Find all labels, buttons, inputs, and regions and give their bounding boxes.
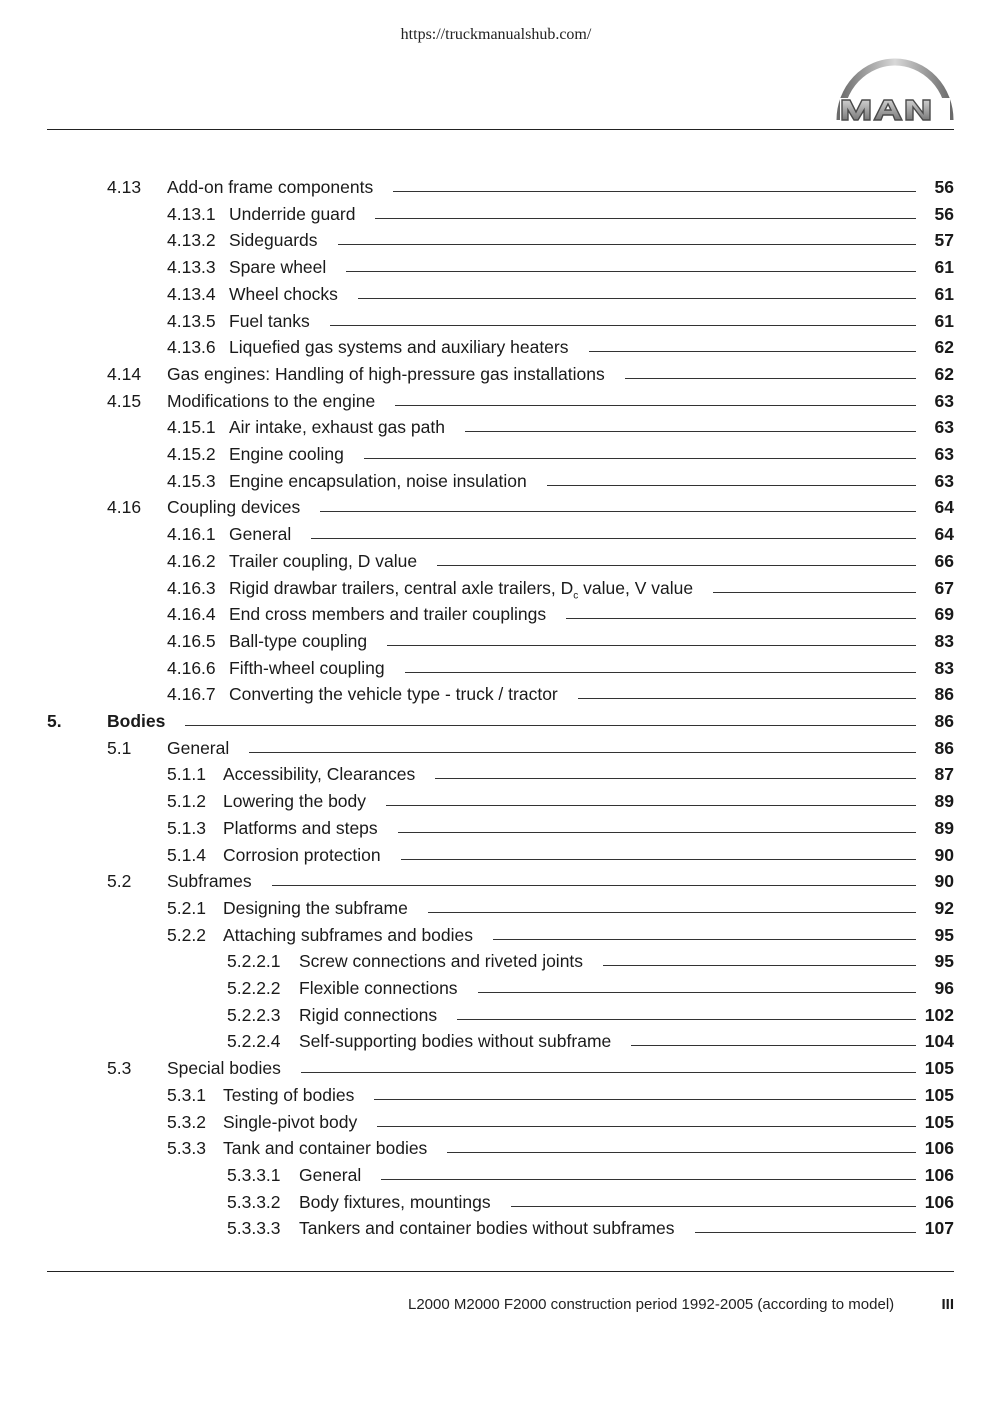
toc-entry-number: 4.13.5 bbox=[167, 310, 216, 331]
toc-entry-page: 63 bbox=[934, 470, 954, 491]
toc-entry-title-text: End cross members and trailer couplings bbox=[229, 604, 547, 625]
toc-entry[interactable] bbox=[0, 788, 992, 814]
toc-entry-title bbox=[229, 201, 355, 227]
toc-leader-line bbox=[695, 1232, 916, 1233]
toc-entry-page: 83 bbox=[934, 657, 954, 678]
toc-entry-title bbox=[299, 1002, 437, 1028]
toc-entry-title bbox=[167, 1055, 281, 1081]
toc-entry[interactable] bbox=[0, 334, 992, 360]
toc-entry-number: 5.3.3.3 bbox=[227, 1218, 281, 1239]
toc-leader-line bbox=[457, 1019, 916, 1020]
toc-entry-title bbox=[299, 1028, 611, 1054]
footer-page-number: III bbox=[941, 1296, 954, 1313]
toc-entry-title-text: Designing the subframe bbox=[223, 897, 408, 918]
toc-entry-number: 4.16.6 bbox=[167, 657, 216, 678]
toc-entry-title bbox=[229, 308, 310, 334]
toc-entry[interactable] bbox=[0, 361, 992, 387]
toc-entry[interactable] bbox=[0, 948, 992, 974]
toc-entry-title-text: Bodies bbox=[107, 711, 166, 731]
toc-entry-title-text: General bbox=[299, 1164, 362, 1185]
toc-entry[interactable] bbox=[0, 494, 992, 520]
toc-entry-title bbox=[223, 842, 381, 868]
toc-entry-page: 57 bbox=[934, 230, 954, 251]
toc-entry-number: 4.15.3 bbox=[167, 470, 216, 491]
toc-entry-title bbox=[167, 174, 373, 200]
toc-entry[interactable] bbox=[0, 601, 992, 627]
toc-leader-line bbox=[346, 271, 916, 272]
toc-entry-page: 83 bbox=[934, 630, 954, 651]
toc-entry-title-text: Accessibility, Clearances bbox=[223, 764, 416, 785]
toc-entry-number: 4.14 bbox=[107, 363, 142, 384]
toc-entry-number: 5.2 bbox=[107, 871, 132, 892]
toc-entry-number: 4.16.1 bbox=[167, 524, 216, 545]
toc-entry-title-text: Sideguards bbox=[229, 230, 318, 251]
toc-entry[interactable] bbox=[0, 441, 992, 467]
toc-entry[interactable] bbox=[0, 201, 992, 227]
toc-entry-number: 5.2.2.3 bbox=[227, 1004, 281, 1025]
toc-leader-line bbox=[713, 592, 916, 593]
toc-entry-title bbox=[229, 601, 546, 627]
toc-entry-page: 61 bbox=[934, 283, 954, 304]
toc-entry[interactable] bbox=[0, 388, 992, 414]
toc-entry[interactable] bbox=[0, 1055, 992, 1081]
toc-leader-line bbox=[272, 885, 916, 886]
toc-entry[interactable] bbox=[0, 1135, 992, 1161]
toc-entry[interactable] bbox=[0, 281, 992, 307]
toc-leader-line bbox=[566, 618, 916, 619]
toc-entry-page: 61 bbox=[934, 257, 954, 278]
toc-entry-number: 4.16.3 bbox=[167, 577, 216, 598]
toc-entry-title-text: Liquefied gas systems and auxiliary heaters bbox=[229, 337, 569, 358]
toc-leader-line bbox=[447, 1152, 916, 1153]
toc-entry-number: 5.1 bbox=[107, 737, 132, 758]
toc-entry-page: 63 bbox=[934, 444, 954, 464]
toc-entry[interactable] bbox=[0, 1028, 992, 1054]
toc-entry-page: 95 bbox=[934, 951, 954, 972]
toc-entry-title bbox=[167, 735, 229, 761]
toc-leader-line bbox=[478, 992, 916, 993]
toc-entry-title-text: General bbox=[167, 737, 230, 758]
toc-entry-page: 56 bbox=[934, 177, 954, 197]
toc-entry-page: 63 bbox=[934, 390, 954, 411]
man-logo bbox=[834, 54, 956, 124]
toc-leader-line bbox=[398, 832, 916, 833]
toc-entry-title bbox=[229, 681, 558, 707]
toc-entry-page: 63 bbox=[934, 417, 954, 438]
toc-leader-line bbox=[631, 1045, 916, 1046]
toc-entry-title-text: Flexible connections bbox=[299, 978, 458, 998]
toc-entry-title-text: Screw connections and riveted joints bbox=[299, 951, 584, 972]
toc-entry-page: 102 bbox=[924, 1004, 954, 1025]
toc-entry[interactable] bbox=[0, 174, 992, 200]
toc-entry-number: 5.3.2 bbox=[167, 1111, 206, 1132]
source-url: https://truckmanualshub.com/ bbox=[400, 26, 592, 43]
toc-leader-line bbox=[395, 405, 916, 406]
toc-leader-line bbox=[249, 752, 916, 753]
toc-entry-page: 105 bbox=[924, 1111, 954, 1132]
toc-entry-title bbox=[229, 628, 367, 654]
toc-entry-number: 5.2.1 bbox=[167, 897, 206, 918]
header-rule bbox=[47, 129, 954, 130]
toc-leader-line bbox=[578, 698, 916, 699]
toc-entry-title bbox=[299, 1215, 675, 1241]
toc-leader-line bbox=[493, 939, 916, 940]
toc-entry-page: 104 bbox=[924, 1031, 954, 1052]
toc-entry-page: 62 bbox=[934, 337, 954, 358]
toc-entry-number: 5.3.3.2 bbox=[227, 1191, 281, 1212]
toc-entry-page: 90 bbox=[934, 844, 954, 865]
toc-entry-title bbox=[223, 895, 408, 921]
toc-entry-title bbox=[229, 414, 445, 440]
toc-entry[interactable] bbox=[0, 1215, 992, 1241]
toc-entry-page: 89 bbox=[934, 791, 954, 812]
toc-entry[interactable] bbox=[0, 254, 992, 280]
toc-leader-line bbox=[393, 191, 916, 192]
toc-leader-line bbox=[435, 778, 916, 779]
toc-leader-line bbox=[437, 565, 916, 566]
toc-entry-page: 87 bbox=[934, 764, 954, 785]
toc-entry-page: 86 bbox=[934, 711, 954, 731]
toc-entry-number: 4.13.3 bbox=[167, 257, 216, 278]
toc-leader-line bbox=[301, 1072, 916, 1073]
toc-entry-title-text: Fifth-wheel coupling bbox=[229, 657, 385, 678]
toc-leader-line bbox=[589, 351, 916, 352]
toc-entry-title-text: Engine cooling bbox=[229, 444, 344, 464]
toc-entry-title bbox=[299, 1162, 361, 1188]
toc-leader-line bbox=[386, 805, 916, 806]
toc-entry-number: 4.16.7 bbox=[167, 684, 216, 705]
toc-leader-line bbox=[358, 298, 916, 299]
toc-entry-title-suffix: value, V value bbox=[578, 577, 694, 598]
toc-entry-title bbox=[299, 948, 583, 974]
toc-entry-number: 5.3 bbox=[107, 1058, 132, 1079]
toc-entry[interactable] bbox=[0, 708, 992, 734]
toc-entry-page: 106 bbox=[924, 1138, 954, 1159]
toc-entry-title-text: Rigid connections bbox=[299, 1004, 438, 1025]
toc-entry-page: 56 bbox=[934, 203, 954, 224]
toc-entry[interactable] bbox=[0, 1162, 992, 1188]
toc-entry-title bbox=[223, 1135, 427, 1161]
toc-entry-title bbox=[229, 441, 344, 467]
toc-entry-title bbox=[229, 521, 291, 547]
toc-entry-title-text: Trailer coupling, D value bbox=[229, 550, 418, 571]
toc-entry[interactable] bbox=[0, 735, 992, 761]
toc-entry-number: 4.16.2 bbox=[167, 550, 216, 571]
toc-entry-title-text: Gas engines: Handling of high-pressure gas installations bbox=[167, 363, 605, 384]
toc-entry-page: 95 bbox=[934, 924, 954, 945]
toc-entry-title-text: Platforms and steps bbox=[223, 817, 378, 838]
toc-leader-line bbox=[387, 645, 916, 646]
toc-entry[interactable] bbox=[0, 1109, 992, 1135]
toc-entry[interactable] bbox=[0, 468, 992, 494]
toc-entry-title-text: Ball-type coupling bbox=[229, 630, 368, 651]
toc-entry-title-text: Fuel tanks bbox=[229, 310, 310, 331]
toc-entry-number: 5.2.2 bbox=[167, 924, 206, 945]
toc-entry-title bbox=[229, 281, 338, 307]
toc-leader-line bbox=[511, 1206, 916, 1207]
toc-entry-title-text: Self-supporting bodies without subframe bbox=[299, 1031, 612, 1052]
toc-entry-title bbox=[223, 922, 473, 948]
toc-entry-title bbox=[167, 388, 375, 414]
toc-entry-title bbox=[223, 815, 378, 841]
toc-entry-number: 5.3.1 bbox=[167, 1084, 206, 1105]
toc-entry-title-text: Tank and container bodies bbox=[223, 1138, 428, 1159]
toc-entry[interactable] bbox=[0, 895, 992, 921]
toc-leader-line bbox=[375, 218, 916, 219]
toc-entry-title-text: Add-on frame components bbox=[167, 177, 374, 197]
toc-entry-title-text: Wheel chocks bbox=[229, 283, 338, 304]
toc-entry-title bbox=[223, 761, 415, 787]
toc-entry-number: 5.1.3 bbox=[167, 817, 206, 838]
toc-entry-title bbox=[167, 361, 605, 387]
toc-entry-number: 4.16 bbox=[107, 497, 142, 518]
toc-entry-page: 106 bbox=[924, 1191, 954, 1212]
toc-entry[interactable] bbox=[0, 681, 992, 707]
toc-entry-title-text: Single-pivot body bbox=[223, 1111, 358, 1132]
toc-entry-page: 62 bbox=[934, 363, 954, 384]
toc-entry-number: 4.15 bbox=[107, 390, 142, 411]
toc-leader-line bbox=[185, 725, 916, 726]
toc-entry-number: 5.2.2.2 bbox=[227, 978, 281, 998]
toc-entry-title-text: Corrosion protection bbox=[223, 844, 381, 865]
toc-entry-number: 4.16.5 bbox=[167, 630, 216, 651]
toc-leader-line bbox=[381, 1179, 916, 1180]
toc-entry-page: 64 bbox=[934, 524, 954, 545]
toc-entry-title-text: Rigid drawbar trailers, central axle trailers, D bbox=[229, 577, 574, 598]
toc-entry-title-text: Modifications to the engine bbox=[167, 390, 376, 411]
toc-entry-title-text: Coupling devices bbox=[167, 497, 301, 518]
toc-entry-page: 105 bbox=[924, 1084, 954, 1105]
toc-entry-title-text: Lowering the body bbox=[223, 791, 367, 812]
toc-entry-number: 5.2.2.1 bbox=[227, 951, 281, 972]
toc-entry-number: 5.2.2.4 bbox=[227, 1031, 281, 1052]
toc-entry-number: 5. bbox=[47, 711, 62, 731]
toc-entry-title-text: Converting the vehicle type - truck / tractor bbox=[229, 684, 558, 705]
toc-entry-page: 92 bbox=[934, 897, 954, 918]
toc-entry-title bbox=[229, 468, 527, 494]
footer-rule bbox=[47, 1271, 954, 1272]
toc-entry[interactable] bbox=[0, 521, 992, 547]
toc-entry[interactable] bbox=[0, 575, 992, 601]
toc-entry-title-text: Tankers and container bodies without subframes bbox=[299, 1218, 675, 1239]
toc-entry-title bbox=[167, 494, 300, 520]
toc-entry-title-text: General bbox=[229, 524, 292, 545]
toc-entry-number: 5.1.4 bbox=[167, 844, 206, 865]
toc-entry[interactable] bbox=[0, 842, 992, 868]
toc-entry-title bbox=[299, 1189, 491, 1215]
toc-entry[interactable] bbox=[0, 815, 992, 841]
toc-entry-number: 4.13.1 bbox=[167, 203, 216, 224]
toc-entry-page: 106 bbox=[924, 1164, 954, 1185]
toc-entry-title bbox=[229, 227, 318, 253]
toc-entry-number: 4.15.1 bbox=[167, 417, 216, 438]
toc-entry[interactable] bbox=[0, 628, 992, 654]
toc-entry-title bbox=[223, 788, 366, 814]
toc-entry-title-text: Air intake, exhaust gas path bbox=[229, 417, 445, 438]
toc-entry-title bbox=[223, 1082, 354, 1108]
toc-entry-title bbox=[229, 334, 569, 360]
toc-leader-line bbox=[374, 1099, 916, 1100]
toc-leader-line bbox=[330, 325, 916, 326]
toc-entry-number: 5.3.3.1 bbox=[227, 1164, 281, 1185]
toc-entry-title bbox=[229, 254, 326, 280]
toc-entry-title-text: Body fixtures, mountings bbox=[299, 1191, 491, 1212]
toc-entry-page: 66 bbox=[934, 550, 954, 571]
toc-entry-number: 5.1.1 bbox=[167, 764, 206, 785]
toc-entry-title-text: Testing of bodies bbox=[223, 1084, 355, 1105]
toc-entry-title bbox=[299, 975, 458, 1001]
toc-entry-page: 64 bbox=[934, 497, 954, 518]
toc-entry-title-subscript: c bbox=[573, 590, 579, 601]
toc-leader-line bbox=[377, 1126, 916, 1127]
toc-entry-number: 4.13 bbox=[107, 177, 142, 197]
toc-entry[interactable] bbox=[0, 1082, 992, 1108]
toc-entry[interactable] bbox=[0, 868, 992, 894]
toc-entry-page: 89 bbox=[934, 817, 954, 838]
toc-entry-title bbox=[223, 1109, 357, 1135]
toc-entry[interactable] bbox=[0, 308, 992, 334]
toc-leader-line bbox=[625, 378, 916, 379]
toc-entry[interactable] bbox=[0, 227, 992, 253]
toc-leader-line bbox=[401, 859, 916, 860]
toc-entry-title-text: Special bodies bbox=[167, 1058, 281, 1079]
toc-entry-title bbox=[229, 548, 417, 574]
toc-entry-page: 69 bbox=[934, 604, 954, 625]
toc-entry-page: 107 bbox=[924, 1218, 954, 1239]
toc-entry-title-text: Attaching subframes and bodies bbox=[223, 924, 474, 945]
toc-entry-number: 4.16.4 bbox=[167, 604, 216, 625]
toc-leader-line bbox=[320, 511, 916, 512]
toc-leader-line bbox=[603, 965, 916, 966]
toc-entry-number: 5.3.3 bbox=[167, 1138, 206, 1159]
toc-entry-page: 86 bbox=[934, 684, 954, 705]
toc-leader-line bbox=[311, 538, 916, 539]
toc-entry-title-text: Subframes bbox=[167, 871, 252, 892]
toc-entry-page: 96 bbox=[934, 978, 954, 998]
toc-entry-number: 4.15.2 bbox=[167, 444, 216, 464]
toc-leader-line bbox=[364, 458, 916, 459]
toc-entry-page: 61 bbox=[934, 310, 954, 331]
toc-leader-line bbox=[338, 244, 916, 245]
toc-entry-number: 4.13.6 bbox=[167, 337, 216, 358]
toc-entry-page: 105 bbox=[924, 1058, 954, 1079]
toc-entry-title bbox=[167, 868, 252, 894]
toc-entry-number: 5.1.2 bbox=[167, 791, 206, 812]
toc-entry[interactable] bbox=[0, 1189, 992, 1215]
toc-leader-line bbox=[428, 912, 916, 913]
toc-entry-page: 67 bbox=[934, 577, 954, 598]
toc-leader-line bbox=[465, 431, 916, 432]
toc-entry-page: 90 bbox=[934, 871, 954, 892]
toc-entry[interactable] bbox=[0, 761, 992, 787]
toc-entry[interactable] bbox=[0, 922, 992, 948]
footer-text: L2000 M2000 F2000 construction period 1992-2005 (according to model) bbox=[408, 1296, 895, 1313]
toc-entry-number: 4.13.2 bbox=[167, 230, 216, 251]
toc-entry-title-text: Underride guard bbox=[229, 203, 356, 224]
toc-entry[interactable] bbox=[0, 548, 992, 574]
toc-entry-title bbox=[229, 655, 385, 681]
toc-entry-title-text: Spare wheel bbox=[229, 257, 327, 278]
toc-entry-number: 4.13.4 bbox=[167, 283, 216, 304]
toc-entry[interactable] bbox=[0, 414, 992, 440]
toc-leader-line bbox=[405, 672, 916, 673]
toc-entry[interactable] bbox=[0, 655, 992, 681]
toc-entry-page: 86 bbox=[934, 737, 954, 758]
toc-entry[interactable] bbox=[0, 975, 992, 1001]
toc-entry-title bbox=[107, 708, 165, 734]
toc-entry[interactable] bbox=[0, 1002, 992, 1028]
toc-leader-line bbox=[547, 485, 916, 486]
toc-entry-title-text: Engine encapsulation, noise insulation bbox=[229, 470, 527, 491]
